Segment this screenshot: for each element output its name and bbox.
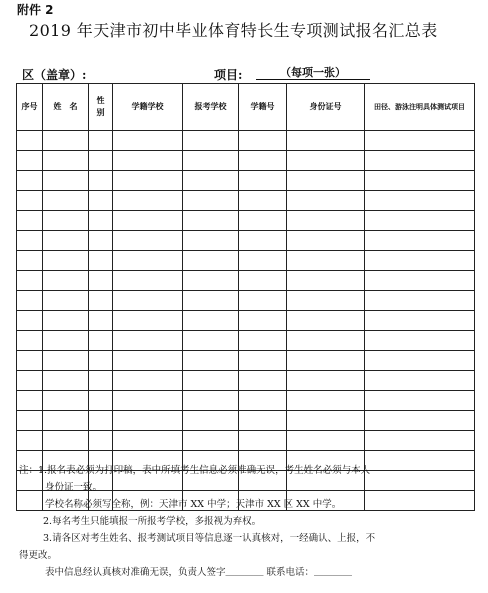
table-cell[interactable] (183, 411, 239, 431)
table-cell[interactable] (43, 191, 89, 211)
col-header-name: 姓 名 (43, 84, 89, 131)
table-cell[interactable] (287, 331, 365, 351)
table-cell[interactable] (287, 131, 365, 151)
table-cell[interactable] (17, 231, 43, 251)
table-row (17, 291, 475, 311)
table-cell[interactable] (17, 291, 43, 311)
item-label: 项目: (214, 68, 243, 82)
table-cell[interactable] (113, 311, 183, 331)
table-cell[interactable] (17, 171, 43, 191)
table-cell[interactable] (239, 411, 287, 431)
table-cell[interactable] (287, 391, 365, 411)
table-cell[interactable] (183, 271, 239, 291)
table-row (17, 311, 475, 331)
col-header-index: 序号 (17, 84, 43, 131)
table-cell[interactable] (365, 231, 475, 251)
table-cell[interactable] (183, 171, 239, 191)
table-cell[interactable] (287, 351, 365, 371)
table-row (17, 351, 475, 371)
header-row (17, 84, 475, 131)
table-cell[interactable] (113, 131, 183, 151)
table-cell[interactable] (365, 271, 475, 291)
table-cell[interactable] (113, 271, 183, 291)
table-cell[interactable] (183, 371, 239, 391)
table-row (17, 151, 475, 171)
table-cell[interactable] (183, 131, 239, 151)
table-cell[interactable] (89, 291, 113, 311)
table-cell[interactable] (365, 351, 475, 371)
table-row (17, 191, 475, 211)
table-cell[interactable] (43, 151, 89, 171)
table-cell[interactable] (365, 251, 475, 271)
note-line: 身份证一致。 (45, 482, 103, 493)
table-cell[interactable] (365, 411, 475, 431)
signature-line: 表中信息经认真核对准确无误，负责人签字＿＿＿＿ 联系电话：＿＿＿＿ (45, 567, 353, 578)
table-cell[interactable] (17, 251, 43, 271)
table-cell[interactable] (365, 171, 475, 191)
table-cell[interactable] (287, 251, 365, 271)
table-cell[interactable] (43, 291, 89, 311)
table-cell[interactable] (365, 291, 475, 311)
table-cell[interactable] (17, 411, 43, 431)
table-cell[interactable] (287, 271, 365, 291)
table-cell[interactable] (365, 311, 475, 331)
table-cell[interactable] (183, 191, 239, 211)
table-cell[interactable] (89, 431, 113, 451)
table-cell[interactable] (43, 251, 89, 271)
table-cell[interactable] (113, 431, 183, 451)
table-cell[interactable] (89, 251, 113, 271)
table-cell[interactable] (89, 151, 113, 171)
table-cell[interactable] (17, 371, 43, 391)
table-cell[interactable] (287, 191, 365, 211)
table-cell[interactable] (183, 431, 239, 451)
table-cell[interactable] (239, 311, 287, 331)
table-cell[interactable] (239, 251, 287, 271)
table-cell[interactable] (113, 191, 183, 211)
table-cell[interactable] (239, 271, 287, 291)
table-cell[interactable] (17, 131, 43, 151)
table-cell[interactable] (89, 371, 113, 391)
table-cell[interactable] (287, 211, 365, 231)
table-cell[interactable] (183, 331, 239, 351)
table-cell[interactable] (43, 231, 89, 251)
table-cell[interactable] (287, 231, 365, 251)
table-cell[interactable] (287, 431, 365, 451)
table-cell[interactable] (43, 391, 89, 411)
col-header-gender: 性别 (89, 84, 113, 131)
table-cell[interactable] (89, 231, 113, 251)
table-cell[interactable] (89, 211, 113, 231)
table-row (17, 251, 475, 271)
table-cell[interactable] (365, 151, 475, 171)
table-cell[interactable] (43, 331, 89, 351)
note-line: 得更改。 (19, 550, 58, 561)
table-cell[interactable] (89, 171, 113, 191)
note-line: 注：1.报名表必须为打印稿，表中所填考生信息必须准确无误，考生姓名必须与本人 (19, 465, 371, 476)
col-header-test-item: 田径、游泳注明具体测试项目 (365, 84, 475, 131)
table-cell[interactable] (17, 311, 43, 331)
table-cell[interactable] (183, 251, 239, 271)
table-cell[interactable] (17, 331, 43, 351)
table-row (17, 331, 475, 351)
table-cell[interactable] (89, 271, 113, 291)
table-row (17, 391, 475, 411)
table-cell[interactable] (89, 311, 113, 331)
table-cell[interactable] (239, 231, 287, 251)
table-cell[interactable] (183, 211, 239, 231)
table-cell[interactable] (89, 351, 113, 371)
table-row (17, 431, 475, 451)
table-cell[interactable] (43, 351, 89, 371)
table-cell[interactable] (239, 331, 287, 351)
table-cell[interactable] (17, 271, 43, 291)
table-row (17, 171, 475, 191)
district-label: 区（盖章）: (22, 68, 87, 82)
table-cell[interactable] (43, 271, 89, 291)
table-cell[interactable] (287, 411, 365, 431)
table-cell[interactable] (365, 211, 475, 231)
table-cell[interactable] (89, 391, 113, 411)
table-cell[interactable] (287, 291, 365, 311)
table-cell[interactable] (17, 431, 43, 451)
table-cell[interactable] (113, 251, 183, 271)
table-cell[interactable] (365, 331, 475, 351)
table-cell[interactable] (89, 131, 113, 151)
table-cell[interactable] (183, 231, 239, 251)
table-cell[interactable] (183, 291, 239, 311)
table-cell[interactable] (43, 131, 89, 151)
table-cell[interactable] (239, 191, 287, 211)
col-header-student-id: 学籍号 (239, 84, 287, 131)
table-cell[interactable] (113, 211, 183, 231)
table-cell[interactable] (113, 171, 183, 191)
table-cell[interactable] (183, 151, 239, 171)
note-line: 3.请各区对考生姓名、报考测试项目等信息逐一认真核对，一经确认、上报，不 (43, 533, 376, 544)
table-cell[interactable] (287, 371, 365, 391)
table-cell[interactable] (17, 211, 43, 231)
table-cell[interactable] (183, 351, 239, 371)
table-cell[interactable] (365, 191, 475, 211)
table-cell[interactable] (239, 371, 287, 391)
table-cell[interactable] (183, 311, 239, 331)
table-cell[interactable] (365, 371, 475, 391)
table-row (17, 131, 475, 151)
col-header-applied-school: 报考学校 (183, 84, 239, 131)
table-cell[interactable] (365, 391, 475, 411)
table-cell[interactable] (365, 131, 475, 151)
table-cell[interactable] (239, 351, 287, 371)
table-cell[interactable] (287, 171, 365, 191)
table-row (17, 211, 475, 231)
table-row (17, 371, 475, 391)
table-cell[interactable] (113, 371, 183, 391)
table-cell[interactable] (365, 431, 475, 451)
table-row (17, 231, 475, 251)
table-cell[interactable] (43, 171, 89, 191)
col-header-enrolled-school: 学籍学校 (113, 84, 183, 131)
table-cell[interactable] (113, 331, 183, 351)
note-line: 学校名称必须写全称，例：天津市 XX 中学；天津市 XX 区 XX 中学。 (45, 499, 342, 510)
table-cell[interactable] (113, 151, 183, 171)
table-cell[interactable] (43, 371, 89, 391)
note-line: 2.每名考生只能填报一所报考学校，多报视为弃权。 (43, 516, 262, 527)
table-cell[interactable] (239, 131, 287, 151)
table-cell[interactable] (239, 431, 287, 451)
table-cell[interactable] (17, 391, 43, 411)
table-cell[interactable] (17, 151, 43, 171)
table-cell[interactable] (113, 411, 183, 431)
table-cell[interactable] (113, 231, 183, 251)
table-row (17, 271, 475, 291)
table-cell[interactable] (287, 311, 365, 331)
table-row (17, 411, 475, 431)
form-title: 2019 年天津市初中毕业体育特长生专项测试报名汇总表 (29, 21, 438, 40)
table-cell[interactable] (287, 151, 365, 171)
table-cell[interactable] (239, 211, 287, 231)
col-header-id-number: 身份证号 (287, 84, 365, 131)
table-cell[interactable] (239, 291, 287, 311)
table-cell[interactable] (239, 391, 287, 411)
table-cell[interactable] (17, 351, 43, 371)
table-cell[interactable] (17, 191, 43, 211)
table-cell[interactable] (43, 431, 89, 451)
table-cell[interactable] (113, 351, 183, 371)
table-cell[interactable] (89, 411, 113, 431)
notes (19, 462, 479, 581)
table-cell[interactable] (89, 191, 113, 211)
table-cell[interactable] (239, 171, 287, 191)
attachment-label: 附件 2 (17, 3, 54, 17)
table-cell[interactable] (43, 311, 89, 331)
table-cell[interactable] (113, 291, 183, 311)
item-field[interactable]: （每项一张） (256, 66, 370, 80)
table-cell[interactable] (43, 411, 89, 431)
table-cell[interactable] (183, 391, 239, 411)
table-cell[interactable] (43, 211, 89, 231)
registration-table (16, 83, 475, 511)
table-cell[interactable] (239, 151, 287, 171)
table-cell[interactable] (113, 391, 183, 411)
table-cell[interactable] (89, 331, 113, 351)
